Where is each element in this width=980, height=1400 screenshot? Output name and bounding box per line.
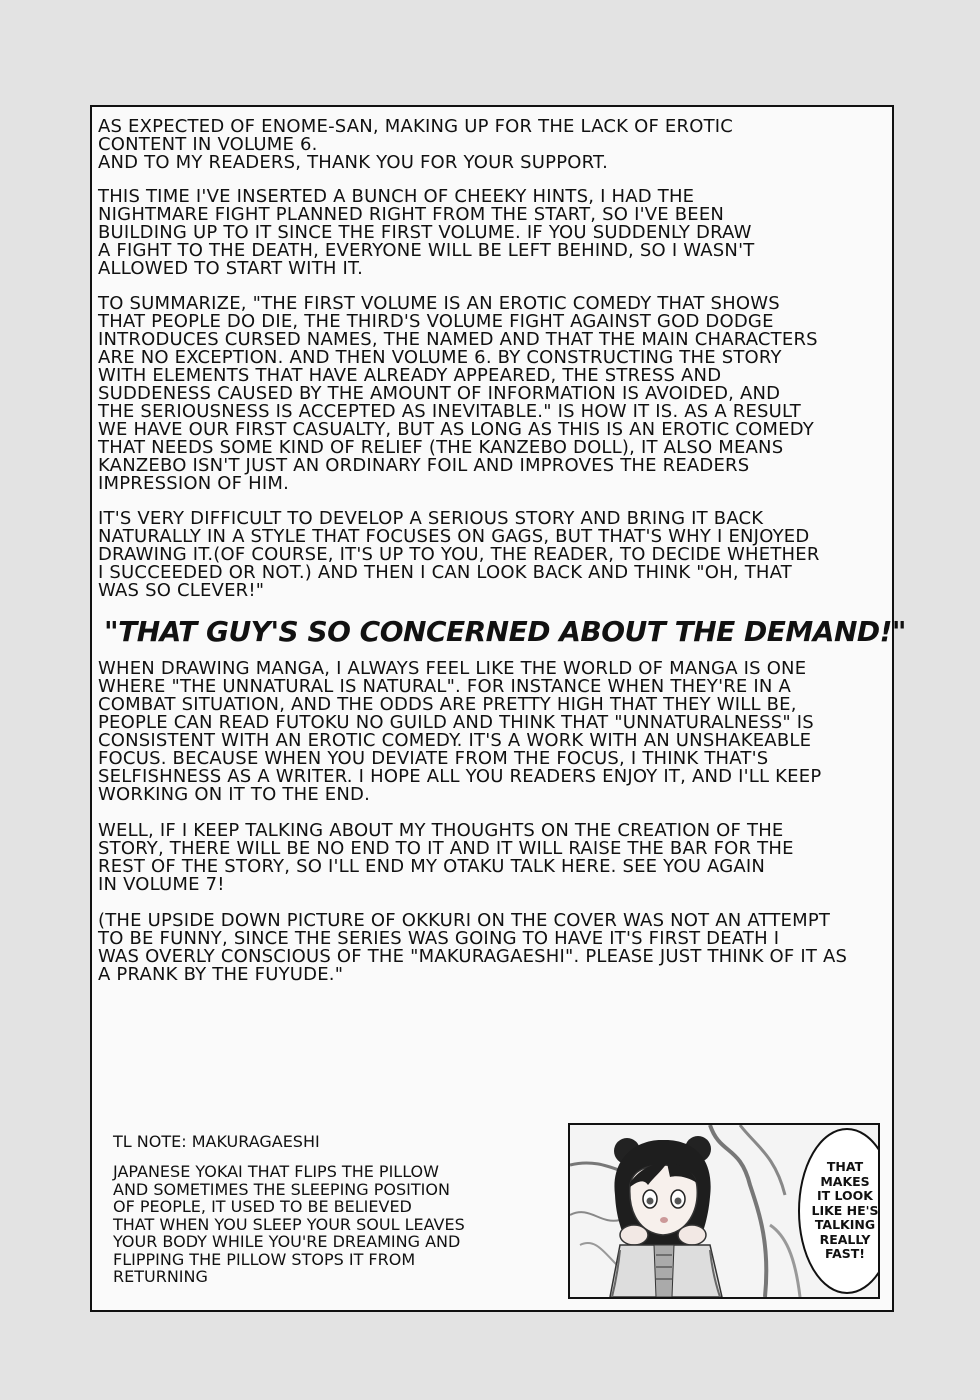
section-heading: "THAT GUY'S SO CONCERNED ABOUT THE DEMAND!"	[104, 615, 906, 648]
afterword-paragraph-4: IT'S VERY DIFFICULT TO DEVELOP A SERIOUS STORY AND BRING IT BACK NATURALLY IN A STYLE THAT FOCUSES ON GAGS, BUT THAT'S WHY I ENJOYED DRAWING IT.(OF COURSE, IT'S UP TO YOU, THE READER, TO DECIDE WHETHER I SUCCEEDED OR NOT.) AND THEN I CAN LOOK BACK AND THINK "OH, THAT WAS SO CLEVER!"	[98, 508, 820, 601]
afterword-paragraph-3: TO SUMMARIZE, "THE FIRST VOLUME IS AN EROTIC COMEDY THAT SHOWS THAT PEOPLE DO DIE, THE THIRD'S VOLUME FIGHT AGAINST GOD DODGE INTRODUCES CURSED NAMES, THE NAMED AND THAT THE MAIN CHARACTERS ARE NO EXCEPTION. AND THEN VOLUME 6. BY CONSTRUCTING THE STORY WITH ELEMENTS THAT HAVE ALREADY APPEARED, THE STRESS AND SUDDENESS CAUSED BY THE AMOUNT OF INFORMATION IS AVOIDED, AND THE SERIOUSNESS IS ACCEPTED AS INEVITABLE." IS HOW IT IS. AS A RESULT WE HAVE OUR FIRST CASUALTY, BUT AS LONG AS THIS IS AN EROTIC COMEDY THAT NEEDS SOME KIND OF RELIEF (THE KANZEBO DOLL), IT ALSO MEANS KANZEBO ISN'T JUST AN ORDINARY FOIL AND IMPROVES THE READERS IMPRESSION OF HIM.	[98, 293, 818, 494]
tl-note-body: JAPANESE YOKAI THAT FLIPS THE PILLOW AND SOMETIMES THE SLEEPING POSITION OF PEOPLE, IT USED TO BE BELIEVED THAT WHEN YOU SLEEP YOUR SOUL LEAVES YOUR BODY WHILE YOU'RE DREAMING AND FLIPPING THE PILLOW STOPS IT FROM RETURNING	[113, 1162, 465, 1286]
afterword-paragraph-5: WHEN DRAWING MANGA, I ALWAYS FEEL LIKE THE WORLD OF MANGA IS ONE WHERE "THE UNNATURAL IS NATURAL". FOR INSTANCE WHEN THEY'RE IN A COMBAT SITUATION, AND THE ODDS ARE PRETTY HIGH THAT THEY WILL BE, PEOPLE CAN READ FUTOKU NO GUILD AND THINK THAT "UNNATURALNESS" IS CONSISTENT WITH AN EROTIC COMEDY. IT'S A WORK WITH AN UNSHAKEABLE FOCUS. BECAUSE WHEN YOU DEVIATE FROM THE FOCUS, I THINK THAT'S SELFISHNESS AS A WRITER. I HOPE ALL YOU READERS ENJOY IT, AND I'LL KEEP WORKING ON IT TO THE END.	[98, 658, 822, 805]
speech-bubble-text: THAT MAKES IT LOOK LIKE HE'S TALKING REALLY FAST!	[811, 1159, 879, 1261]
tl-note-title: TL NOTE: MAKURAGAESHI	[113, 1132, 320, 1151]
afterword-paragraph-6: WELL, IF I KEEP TALKING ABOUT MY THOUGHTS ON THE CREATION OF THE STORY, THERE WILL BE NO END TO IT AND IT WILL RAISE THE BAR FOR THE REST OF THE STORY, SO I'LL END MY OTAKU TALK HERE. SEE YOU AGAIN IN VOLUME 7!	[98, 820, 794, 895]
afterword-paragraph-1: AS EXPECTED OF ENOME-SAN, MAKING UP FOR THE LACK OF EROTIC CONTENT IN VOLUME 6. AND TO MY READERS, THANK YOU FOR YOUR SUPPORT.	[98, 116, 734, 173]
afterword-paragraph-7: (THE UPSIDE DOWN PICTURE OF OKKURI ON THE COVER WAS NOT AN ATTEMPT TO BE FUNNY, SINCE THE SERIES WAS GOING TO HAVE IT'S FIRST DEATH I WAS OVERLY CONSCIOUS OF THE "MAKURAGAESHI". PLEASE JUST THINK OF IT AS A PRANK BY THE FUYUDE."	[98, 910, 848, 985]
afterword-paragraph-2: THIS TIME I'VE INSERTED A BUNCH OF CHEEKY HINTS, I HAD THE NIGHTMARE FIGHT PLANNED RIGHT FROM THE START, SO I'VE BEEN BUILDING UP TO IT SINCE THE FIRST VOLUME. IF YOU SUDDENLY DRAW A FIGHT TO THE DEATH, EVERYONE WILL BE LEFT BEHIND, SO I WASN'T ALLOWED TO START WITH IT.	[98, 186, 755, 279]
